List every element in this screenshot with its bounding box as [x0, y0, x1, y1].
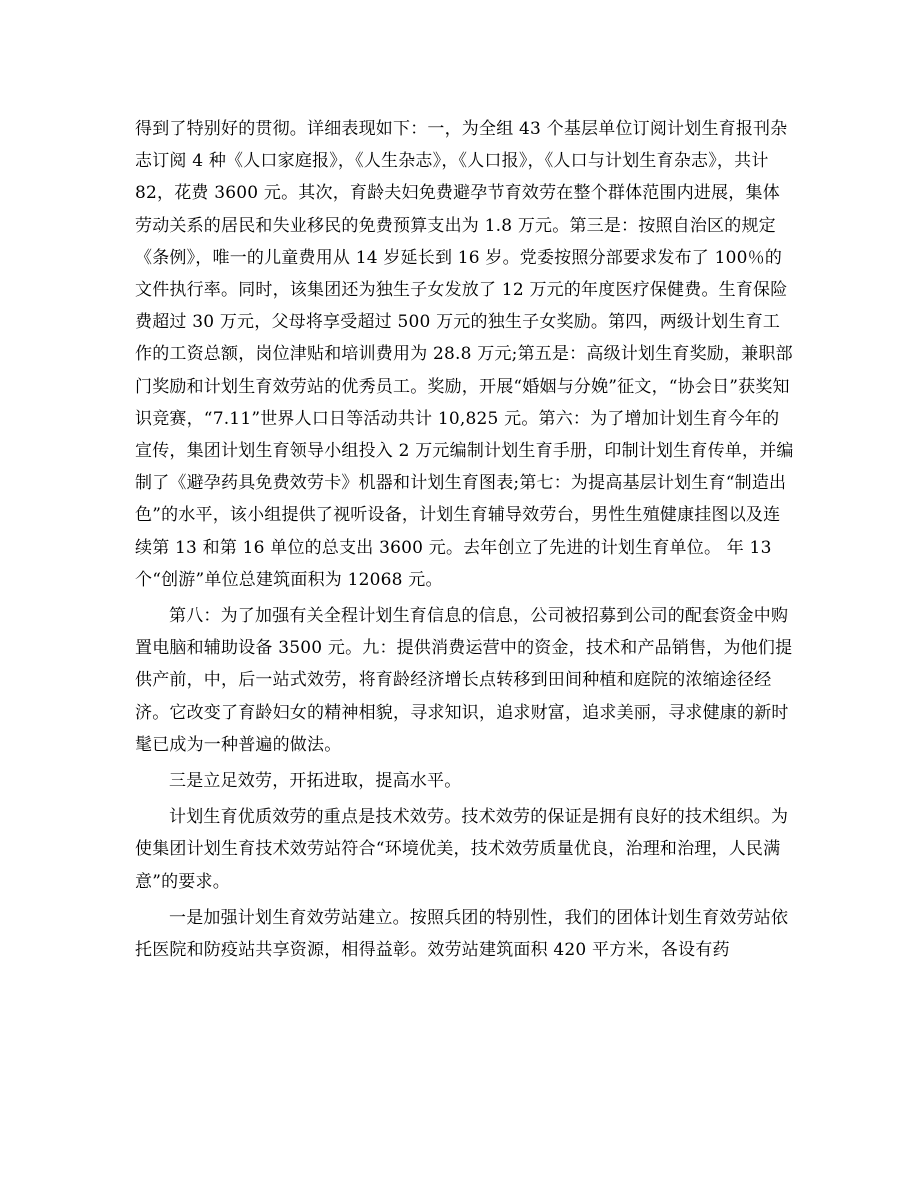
- paragraph-5: 一是加强计划生育效劳站建立。按照兵团的特别性，我们的团体计划生育效劳站依托医院和防疫站共享资源，相得益彰。效劳站建筑面积 420 平方米，各设有药: [135, 907, 789, 961]
- paragraph-4: 计划生育优质效劳的重点是技术效劳。技术效劳的保证是拥有良好的技术组织。为使集团计划生育技术效劳站符合“环境优美，技术效劳质量优良，治理和治理，人民满意”的要求。: [135, 807, 789, 892]
- paragraph-1: 得到了特别好的贯彻。详细表现如下：一，为全组 43 个基层单位订阅计划生育报刊杂志订阅 4 种《人口家庭报》，《人生杂志》，《人口报》，《人口与计划生育杂志》，共计 82，花费 3600 元。其次，育龄夫妇免费避孕节育效劳在整个群体范围内进展，集体劳动关系的居民和失业移民的免费预算支出为 1.8 万元。第三是：按照自治区的规定《条例》，唯一的儿童费用从 14 岁延长到 16 岁。党委按照分部要求发布了 100％的文件执行率。同时，该集团还为独生子女发放了 12 万元的年度医疗保健费。生育保险费超过 30 万元，父母将享受超过 500 万元的独生子女奖励。第四，两级计划生育工作的工资总额，岗位津贴和培训费用为 28.8 万元;第五是：高级计划生育奖励，兼职部门奖励和计划生育效劳站的优秀员工。奖励，开展“婚姻与分娩”征文，“协会日”获奖知识竞赛，“7.11”世界人口日等活动共计 10,825 元。第六：为了增加计划生育今年的宣传，集团计划生育领导小组投入 2 万元编制计划生育手册，印制计划生育传单，并编制了《避孕药具免费效劳卡》机器和计划生育图表;第七：为提高基层计划生育“制造出色”的水平，该小组提供了视听设备，计划生育辅导效劳台，男性生殖健康挂图以及连续第 13 和第 16 单位的总支出 3600 元。去年创立了先进的计划生育单位。 年 13 个“创游”单位总建筑面积为 12068 元。: [135, 119, 794, 590]
- paragraph-2: 第八：为了加强有关全程计划生育信息的信息，公司被招募到公司的配套资金中购置电脑和辅助设备 3500 元。九：提供消费运营中的资金，技术和产品销售，为他们提供产前，中，后一站式效劳，将育龄经济增长点转移到田间种植和庭院的浓缩途径经济。它改变了育龄妇女的精神相貌，寻求知识，追求财富，追求美丽，寻求健康的新时髦已成为一种普遍的做法。: [135, 606, 793, 755]
- document-body: [135, 113, 795, 970]
- paragraph-3: 三是立足效劳，开拓进取，提高水平。: [169, 771, 462, 792]
